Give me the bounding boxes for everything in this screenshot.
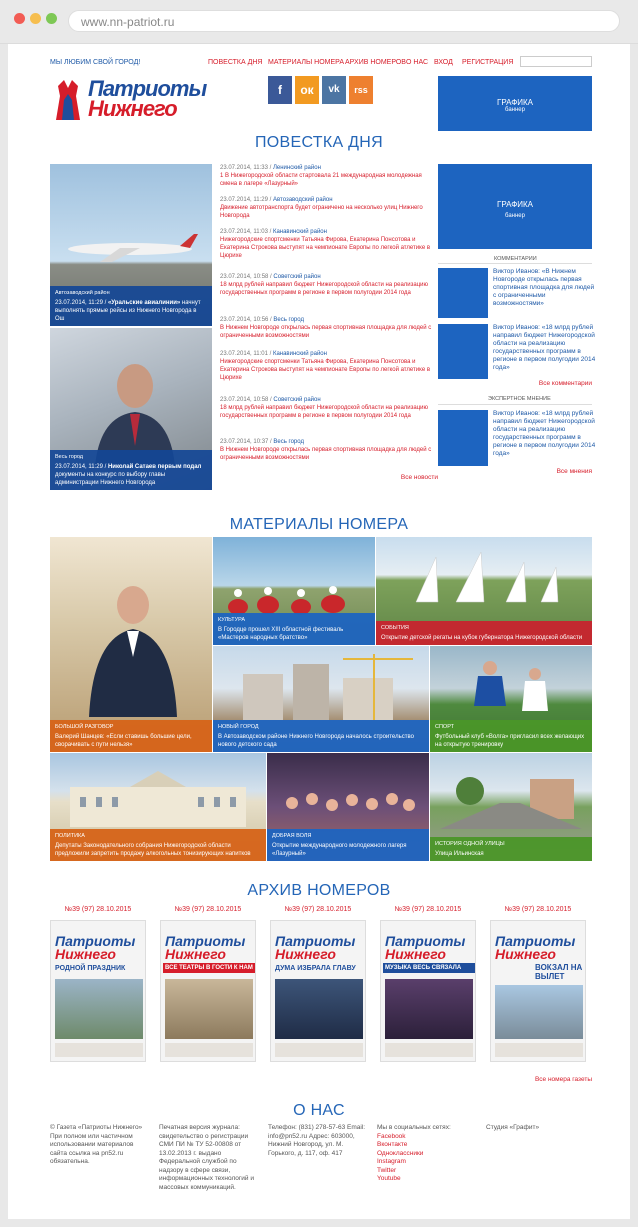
material-tile[interactable] <box>430 646 592 752</box>
comments-label: КОММЕНТАРИИ <box>494 256 537 262</box>
news-date: 23.07.2014, 10:56 <box>220 317 269 323</box>
cover-headline: ВОКЗАЛ НА ВЫЛЕТ <box>535 963 583 981</box>
material-tag: НОВЫЙ ГОРОД <box>218 724 259 730</box>
nav-archive[interactable]: АРХИВ НОМЕРОВ <box>345 59 406 66</box>
cover-logo-2: Нижнего <box>55 946 116 962</box>
news-text[interactable]: 1 В Нижегородской области стартовала 21 международная молодежная смена в лагере «Лазурный» <box>220 173 422 187</box>
dancers-photo-icon <box>223 577 363 617</box>
cover-logo-2: Нижнего <box>495 946 556 962</box>
material-text[interactable]: Открытие детской регаты на кубок губернатора Нижегородской области <box>381 635 583 641</box>
footer-link-ok[interactable]: Одноклассники <box>377 1149 424 1157</box>
close-dot-icon[interactable] <box>14 13 25 24</box>
nav-materials[interactable]: МАТЕРИАЛЫ НОМЕРА <box>268 59 345 66</box>
expert-avatar <box>438 410 488 466</box>
material-text[interactable]: Открытие международного молодежного лагеря «Лазурный» <box>272 843 407 857</box>
comment-item[interactable] <box>438 268 598 318</box>
archive-issue[interactable] <box>160 906 256 1062</box>
issue-number[interactable]: №39 (97) 28.10.2015 <box>504 906 572 913</box>
news-district[interactable]: Канавинский район <box>272 229 327 235</box>
news-date: 23.07.2014, 10:58 <box>220 274 269 280</box>
cover-headline: МУЗЫКА ВЕСЬ СВЯЗАЛА <box>383 963 475 973</box>
vk-icon[interactable]: vk <box>322 76 346 104</box>
material-text[interactable]: В Автозаводском районе Нижнего Новгорода началось строительство нового детского сада <box>218 734 414 748</box>
feature-2-tag: Весь город <box>55 454 84 460</box>
maximize-dot-icon[interactable] <box>46 13 57 24</box>
odnoklassniki-icon[interactable]: ок <box>295 76 319 104</box>
nav-login[interactable]: ВХОД <box>434 59 453 66</box>
comment-avatar <box>438 268 488 318</box>
news-item[interactable]: 23.07.2014, 11:33 / Ленинский район 1 В Нижегородской области стартовала 21 международная молодежная смена в лагере «Лазурный» <box>220 164 440 188</box>
cover-logo-1: Патриоты <box>495 933 576 949</box>
material-text[interactable]: В Городце прошел XIII областной фестиваль «Мастеров народных братство» <box>218 627 344 641</box>
feature-1-text: начнут выполнять прямые рейсы из Нижнего Новгорода в Ош <box>55 300 201 322</box>
material-tag: СПОРТ <box>435 724 454 730</box>
materials-title: МАТЕРИАЛЫ НОМЕРА <box>229 516 409 533</box>
material-tile[interactable] <box>213 646 429 752</box>
news-text[interactable]: 18 млрд рублей направил бюджет Нижегородской области на реализацию государственных программ в регионе в первом полугодии 2014 года <box>220 405 429 419</box>
material-caption <box>213 613 375 645</box>
issue-number[interactable]: №39 (97) 28.10.2015 <box>174 906 242 913</box>
news-text[interactable]: В Нижнем Новгороде открылась первая спортивная площадка для людей с ограниченными возможностями <box>220 447 432 461</box>
footer-social <box>377 1124 477 1184</box>
banner-side[interactable] <box>438 164 592 249</box>
comment-text[interactable]: Виктор Иванов: «18 млрд рублей направил бюджет Нижегородской области на реализацию государственных программ в регионе в первом полугодии 2014 года» <box>493 324 596 371</box>
construction-photo-icon <box>223 654 419 720</box>
feature-2-caption: Весь город 23.07.2014, 11:29 / Николай Сатаев первым подал документы на конкурс по выбору главы администрации Нижнего Новгорода <box>50 450 212 490</box>
comment-item[interactable] <box>438 324 598 384</box>
news-text[interactable]: Нижегородские спортсменки Татьяна Фирова, Екатерина Понсотова и Екатерина Строкова выступят на чемпионате Европы по легкой атлетике в Цюрихе <box>220 359 431 381</box>
feature-1-link[interactable]: «Уральские авиалинии» <box>107 300 181 306</box>
material-text[interactable]: Футбольный клуб «Волга» пригласил всех желающих на открытую тренировку <box>435 734 585 748</box>
site-page <box>8 44 630 1219</box>
archive-issue[interactable] <box>490 906 586 1062</box>
archive-title: АРХИВ НОМЕРОВ <box>247 882 391 899</box>
material-tag: КУЛЬТУРА <box>218 617 246 623</box>
street-photo-icon <box>440 773 582 829</box>
issue-cover[interactable] <box>50 920 146 1062</box>
social-label: Мы в социальных сетях: <box>377 1124 451 1131</box>
news-date: 23.07.2014, 11:01 <box>220 351 268 357</box>
archive-issue[interactable] <box>380 906 476 1062</box>
footer-link-vk[interactable]: Вконтакте <box>377 1141 408 1148</box>
footer-registration: Печатная версия журнала: свидетельство о регистрации СМИ ПИ № ТУ 52-00808 от 13.02.2013 г. выдано Федеральной службой по надзору в сфере связи, информационных технологий и массовых коммуникаций. <box>159 1124 254 1191</box>
cover-logo-2: Нижнего <box>165 946 226 962</box>
news-item[interactable]: 23.07.2014, 11:29 / Автозаводский район Движение автотранспорта будет ограничено на несколько улиц Нижнего Новгорода <box>220 196 440 220</box>
cover-headline: РОДНОЙ ПРАЗДНИК <box>55 965 126 972</box>
all-comments-link[interactable]: Все комментарии <box>538 380 592 387</box>
building-photo-icon <box>60 767 256 827</box>
site-logo[interactable] <box>48 76 207 126</box>
news-text[interactable]: 18 млрд рублей направил бюджет Нижегородской области на реализацию государственных программ в регионе в первом полугодии 2014 года <box>220 282 429 296</box>
footer-link-facebook[interactable]: Facebook <box>377 1132 406 1140</box>
feature-card-2[interactable] <box>50 328 212 490</box>
cover-headline: ВСЕ ТЕАТРЫ В ГОСТИ К НАМ <box>163 963 255 973</box>
news-district[interactable]: Советский район <box>273 274 321 280</box>
agenda-title: ПОВЕСТКА ДНЯ <box>254 134 384 151</box>
news-district[interactable]: Автозаводский район <box>272 197 333 203</box>
material-caption <box>430 720 592 752</box>
nav-about[interactable]: О НАС <box>406 59 429 66</box>
news-date: 23.07.2014, 11:29 <box>220 197 268 203</box>
minimize-dot-icon[interactable] <box>30 13 41 24</box>
news-item[interactable]: 23.07.2014, 10:56 / Весь город В Нижнем Новгороде открылась первая спортивная площадка для людей с ограниченными возможностями <box>220 316 440 340</box>
material-tile[interactable] <box>50 753 266 861</box>
airplane-icon <box>60 234 200 264</box>
material-tile[interactable] <box>50 537 212 752</box>
news-text[interactable]: Нижегородские спортсменки Татьяна Фирова, Екатерина Понсотова и Екатерина Строкова выступят на чемпионате Европы по легкой атлетике в Цюрихе <box>220 237 431 259</box>
news-date: 23.07.2014, 11:03 <box>220 229 268 235</box>
about-title: О НАС <box>293 1102 345 1119</box>
expert-label: ЭКСПЕРТНОЕ МНЕНИЕ <box>488 396 551 402</box>
material-text[interactable]: Валерий Шанцев: «Если ставишь большие цели, сворачивать с пути нельзя» <box>55 734 192 748</box>
news-item[interactable]: 23.07.2014, 11:01 / Канавинский район Нижегородские спортсменки Татьяна Фирова, Екатерина Понсотова и Екатерина Строкова выступят на чемпионате Европы по легкой атлетике в Цюрихе <box>220 350 440 382</box>
footer-contacts: Телефон: (831) 278-57-63 Email: info@pn52.ru Адрес: 603000, Нижний Новгород, ул. М. Горького, д. 117, оф. 417 <box>268 1124 366 1157</box>
issue-number[interactable]: №39 (97) 28.10.2015 <box>284 906 352 913</box>
feature-2-date: 23.07.2014, 11:29 <box>55 464 103 470</box>
expert-item[interactable] <box>438 410 598 466</box>
cover-logo-1: Патриоты <box>55 933 136 949</box>
news-item[interactable]: 23.07.2014, 10:37 / Весь город В Нижнем Новгороде открылась первая спортивная площадка для людей с ограниченными возможностями <box>220 438 440 462</box>
material-caption <box>430 837 592 861</box>
news-item[interactable]: 23.07.2014, 10:58 / Советский район 18 млрд рублей направил бюджет Нижегородской области на реализацию государственных программ в регионе в первом полугодии 2014 года <box>220 273 440 297</box>
crowd-photo-icon <box>277 783 419 823</box>
footer-link-instagram[interactable]: Instagram <box>377 1158 406 1165</box>
news-district[interactable]: Советский район <box>273 397 321 403</box>
banner-title: ГРАФИКА <box>496 98 534 107</box>
cover-headline: ДУМА ИЗБРАЛА ГЛАВУ <box>275 965 356 972</box>
issue-number[interactable]: №39 (97) 28.10.2015 <box>394 906 462 913</box>
archive-issue[interactable] <box>50 906 146 1062</box>
material-caption <box>50 720 212 752</box>
expert-text[interactable]: Виктор Иванов: «18 млрд рублей направил бюджет Нижегородской области на реализацию государственных программ в регионе в первом полугодии 2014 года» <box>493 410 596 457</box>
issue-number[interactable]: №39 (97) 28.10.2015 <box>64 906 132 913</box>
banner-title: ГРАФИКА <box>496 200 534 209</box>
browser-chrome <box>0 0 638 44</box>
material-text[interactable]: Депутаты Законодательного собрания Нижегородской области предложили запретить продажу алкогольных тонизирующих напитков <box>55 843 251 857</box>
material-tile[interactable] <box>213 537 375 645</box>
issue-cover[interactable] <box>270 920 366 1062</box>
logo-line-1: Патриоты <box>88 76 207 101</box>
news-district[interactable]: Канавинский район <box>272 351 327 357</box>
site-slogan: МЫ ЛЮБИМ СВОЙ ГОРОД! <box>50 59 141 66</box>
cover-logo-1: Патриоты <box>275 933 356 949</box>
footer-studio[interactable]: Студия «Графит» <box>486 1124 540 1131</box>
comment-text[interactable]: Виктор Иванов: «В Нижнем Новгороде открылась первая спортивная площадка для людей с ограниченными возможностями» <box>493 268 595 307</box>
speaker-photo-icon <box>85 577 180 717</box>
football-photo-icon <box>460 656 560 722</box>
cover-logo-2: Нижнего <box>275 946 336 962</box>
material-tag: БОЛЬШОЙ РАЗГОВОР <box>55 724 114 730</box>
news-date: 23.07.2014, 11:33 <box>220 165 268 171</box>
all-news-link[interactable]: Все новости <box>400 474 438 481</box>
material-tile[interactable] <box>376 537 592 645</box>
footer-link-youtube[interactable]: Youtube <box>377 1175 401 1182</box>
monument-logo-icon <box>50 76 86 122</box>
material-caption <box>213 720 429 752</box>
news-text[interactable]: Движение автотранспорта будет ограничено на несколько улиц Нижнего Новгорода <box>220 205 423 219</box>
material-caption <box>267 829 429 861</box>
cover-logo-1: Патриоты <box>165 933 246 949</box>
footer-copyright: © Газета «Патриоты Нижнего» При полном или частичном использовании материалов сайта ссылка на pn52.ru обязательна. <box>50 1124 143 1165</box>
sailboats-photo-icon <box>396 547 576 607</box>
footer-link-twitter[interactable]: Twitter <box>377 1166 397 1174</box>
news-item[interactable]: 23.07.2014, 11:03 / Канавинский район Нижегородские спортсменки Татьяна Фирова, Екатерина Понсотова и Екатерина Строкова выступят на чемпионате Европы по легкой атлетике в Цюрихе <box>220 228 440 260</box>
feature-card-1[interactable] <box>50 164 212 326</box>
material-tag: ДОБРАЯ ВОЛЯ <box>272 833 312 839</box>
all-opinions-link[interactable]: Все мнения <box>556 468 592 475</box>
all-issues-link[interactable]: Все номера газеты <box>534 1076 592 1083</box>
issue-cover[interactable] <box>490 920 586 1062</box>
logo-line-2: Нижнего <box>88 96 177 121</box>
cover-logo-2: Нижнего <box>385 946 446 962</box>
material-tile[interactable] <box>430 753 592 861</box>
feature-1-caption: Автозаводский район 23.07.2014, 11:29 / «Уральские авиалинии» начнут выполнять прямые рейсы из Нижнего Новгорода в Ош <box>50 286 212 326</box>
address-bar[interactable]: www.nn-patriot.ru <box>68 10 620 32</box>
news-date: 23.07.2014, 10:58 <box>220 397 269 403</box>
search-input[interactable] <box>520 56 592 67</box>
material-tile[interactable] <box>267 753 429 861</box>
material-tag: СОБЫТИЯ <box>381 625 409 631</box>
news-district[interactable]: Весь город <box>273 317 304 323</box>
cover-logo-1: Патриоты <box>385 933 466 949</box>
news-item[interactable]: 23.07.2014, 10:58 / Советский район 18 млрд рублей направил бюджет Нижегородской области на реализацию государственных программ в регионе в первом полугодии 2014 года <box>220 396 440 420</box>
material-caption <box>50 829 266 861</box>
rss-icon[interactable]: rss <box>349 76 373 104</box>
material-text[interactable]: Улица Ильинская <box>435 851 484 857</box>
news-district[interactable]: Весь город <box>273 439 304 445</box>
material-caption <box>376 621 592 645</box>
feature-2-link[interactable]: Николай Сатаев первым подал <box>107 464 202 470</box>
banner-top[interactable] <box>438 76 592 131</box>
nav-register[interactable]: РЕГИСТРАЦИЯ <box>462 59 514 66</box>
feature-1-date: 23.07.2014, 11:29 <box>55 300 103 306</box>
news-date: 23.07.2014, 10:37 <box>220 439 269 445</box>
banner-sub: баннер <box>505 107 525 113</box>
facebook-icon[interactable]: f <box>268 76 292 104</box>
news-district[interactable]: Ленинский район <box>272 165 321 171</box>
issue-cover[interactable] <box>380 920 476 1062</box>
material-tag: ИСТОРИЯ ОДНОЙ УЛИЦЫ <box>435 841 505 847</box>
archive-issue[interactable] <box>270 906 366 1062</box>
feature-1-tag: Автозаводский район <box>55 290 110 296</box>
material-tag: ПОЛИТИКА <box>55 833 85 839</box>
banner-sub: баннер <box>505 213 525 219</box>
feature-2-text: документы на конкурс по выбору главы администрации Нижнего Новгорода <box>55 472 166 486</box>
news-text[interactable]: В Нижнем Новгороде открылась первая спортивная площадка для людей с ограниченными возможностями <box>220 325 432 339</box>
issue-cover[interactable] <box>160 920 256 1062</box>
comment-avatar <box>438 324 488 379</box>
nav-agenda[interactable]: ПОВЕСТКА ДНЯ <box>208 59 263 66</box>
